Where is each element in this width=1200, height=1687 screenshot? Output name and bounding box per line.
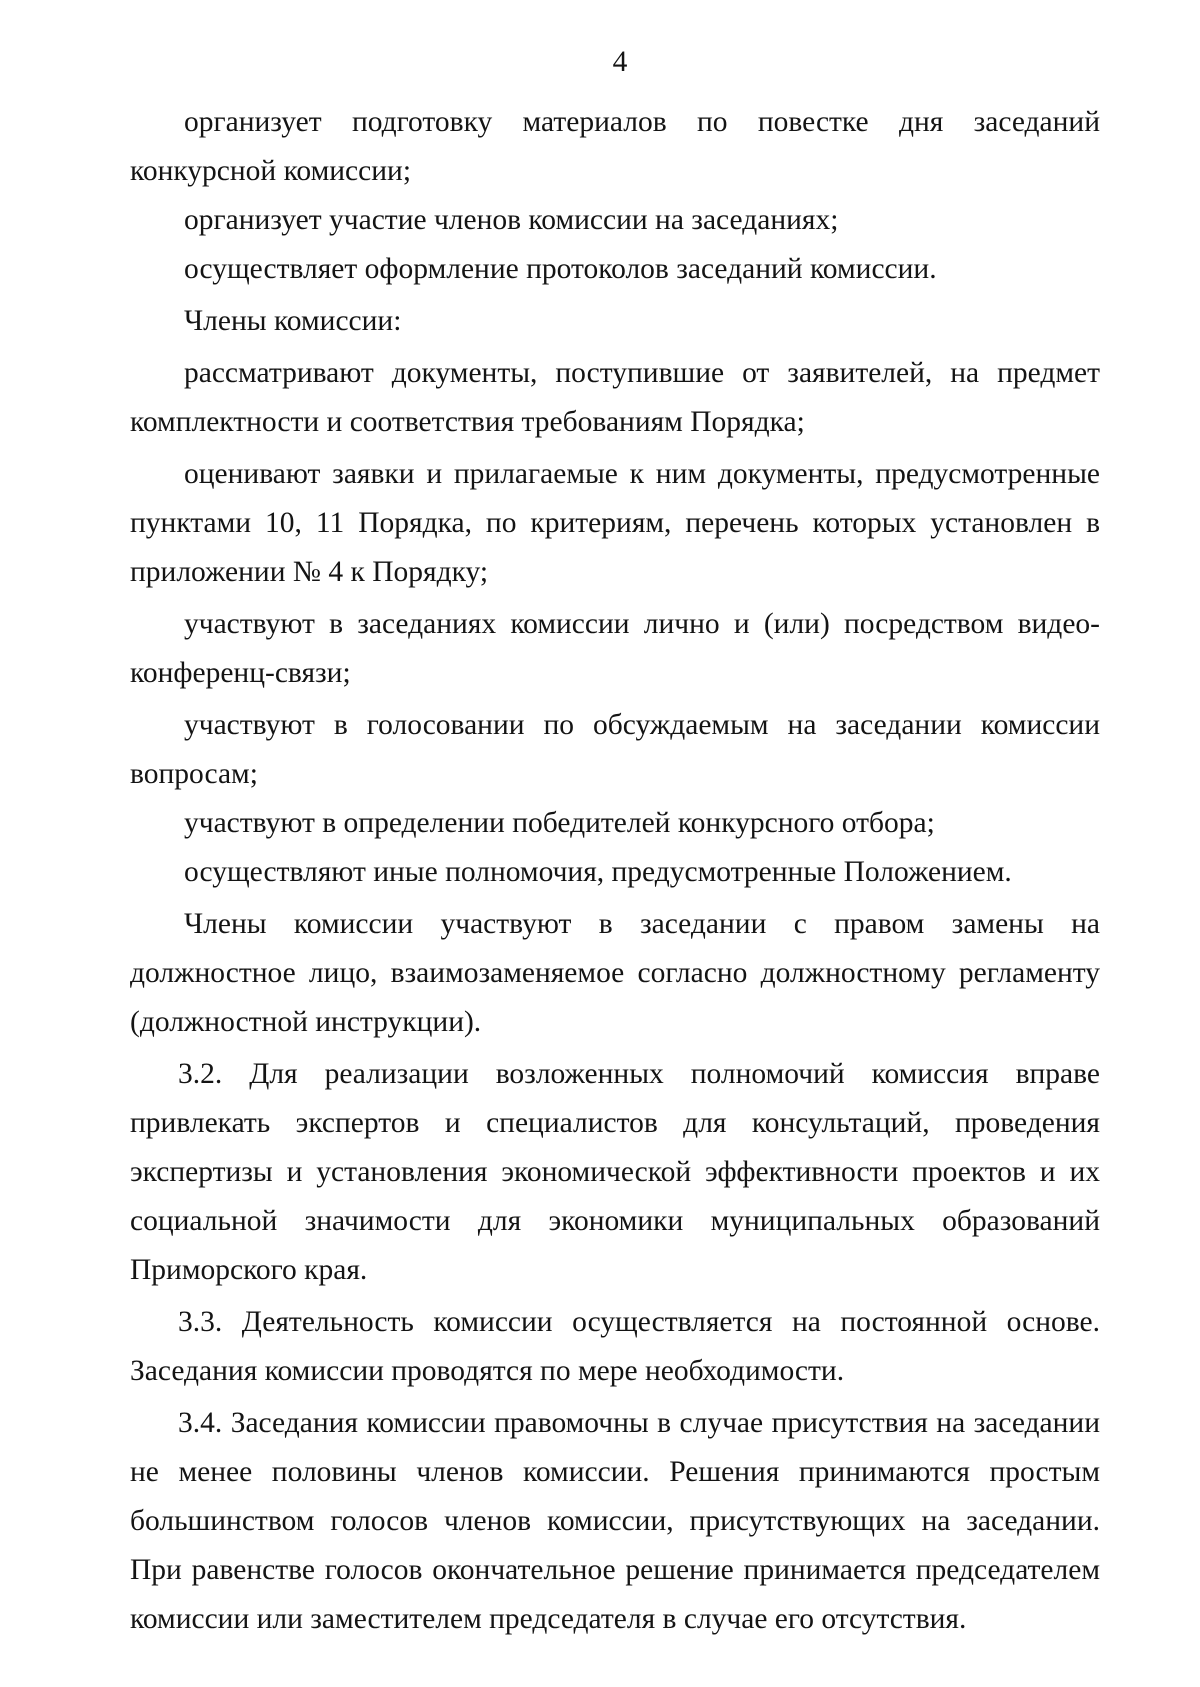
page-number: 4 [612, 46, 628, 78]
paragraph-participate-voting: участвуют в голосовании по обсуждаемым на заседании комиссии вопросам; [130, 709, 1100, 790]
paragraph-protocols: осуществляет оформление протоколов заседаний комиссии. [184, 253, 937, 285]
paragraph-3-4: 3.4. Заседания комиссии правомочны в случае присутствия на заседании не менее половины членов комиссии. Решения принимаются простым большинством голосов членов комиссии, присутствующих на заседании. При равенстве голосов окончательное решение принимается председателем комиссии или заместителем председателя в случае его отсутствия. [130, 1407, 1100, 1635]
paragraph-participate-meetings: участвуют в заседаниях комиссии лично и (или) посредством видео-конференц-связи; [130, 608, 1100, 689]
paragraph-3-2: 3.2. Для реализации возложенных полномочий комиссия вправе привлекать экспертов и специалистов для консультаций, проведения экспертизы и установления экономической эффективности проектов и их социальной значимости для экономики муниципальных образований Приморского края. [130, 1058, 1100, 1286]
paragraph-prepare-materials: организует подготовку материалов по повестке дня заседаний конкурсной комиссии; [130, 106, 1100, 187]
paragraph-other-powers: осуществляют иные полномочия, предусмотренные Положением. [184, 856, 1012, 888]
paragraph-review-documents: рассматривают документы, поступившие от заявителей, на предмет комплектности и соответствия требованиям Порядка; [130, 357, 1100, 438]
paragraph-members-heading: Члены комиссии: [184, 305, 402, 337]
paragraph-evaluate-applications: оценивают заявки и прилагаемые к ним документы, предусмотренные пунктами 10, 11 Порядка, по критериям, перечень которых установлен в приложении № 4 к Порядку; [130, 458, 1100, 588]
paragraph-organize-participation: организует участие членов комиссии на заседаниях; [184, 204, 839, 236]
paragraph-determine-winners: участвуют в определении победителей конкурсного отбора; [184, 807, 935, 839]
document-body [130, 98, 1100, 1644]
paragraph-replacement: Члены комиссии участвуют в заседании с правом замены на должностное лицо, взаимозаменяемое согласно должностному регламенту (должностной инструкции). [130, 908, 1100, 1038]
paragraph-3-3: 3.3. Деятельность комиссии осуществляется на постоянной основе. Заседания комиссии проводятся по мере необходимости. [130, 1306, 1100, 1387]
